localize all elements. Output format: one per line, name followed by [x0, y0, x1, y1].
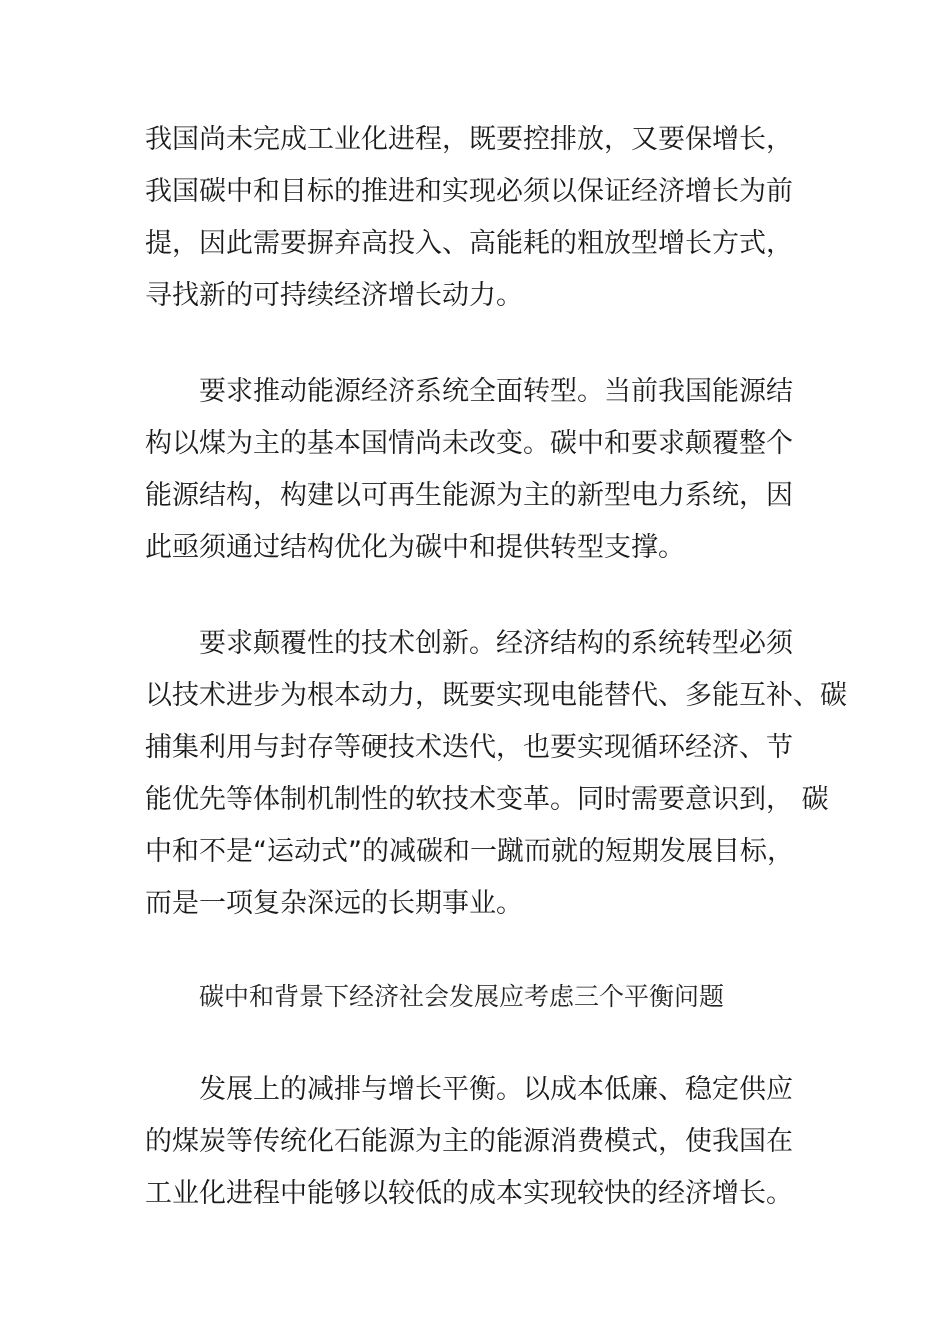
paragraph-3-line-1: 要求颠覆性的技术创新。经济结构的系统转型必须 [199, 628, 793, 659]
paragraph-2-line-2: 构以煤为主的基本国情尚未改变。碳中和要求颠覆整个 [145, 428, 793, 459]
paragraph-3-line-4: 能优先等体制机制性的软技术变革。同时需要意识到， 碳 [145, 784, 829, 815]
paragraph-1-line-4: 寻找新的可持续经济增长动力。 [145, 280, 523, 311]
paragraph-1-line-3: 提，因此需要摒弃高投入、高能耗的粗放型增长方式， [145, 228, 793, 259]
paragraph-2-line-3: 能源结构，构建以可再生能源为主的新型电力系统，因 [145, 480, 793, 511]
paragraph-4-line-1: 发展上的减排与增长平衡。以成本低廉、稳定供应 [199, 1074, 793, 1105]
paragraph-3-line-6: 而是一项复杂深远的长期事业。 [145, 888, 523, 919]
section-heading: 碳中和背景下经济社会发展应考虑三个平衡问题 [199, 982, 725, 1011]
paragraph-1-line-1: 我国尚未完成工业化进程，既要控排放，又要保增长， [145, 124, 793, 155]
paragraph-3-line-2: 以技术进步为根本动力，既要实现电能替代、多能互补、碳 [145, 680, 847, 711]
paragraph-3-line-5: 中和不是“运动式”的减碳和一蹴而就的短期发展目标， [145, 836, 794, 867]
paragraph-3-line-3: 捕集利用与封存等硬技术迭代，也要实现循环经济、节 [145, 732, 793, 763]
paragraph-2-line-4: 此亟须通过结构优化为碳中和提供转型支撑。 [145, 532, 685, 563]
paragraph-4-line-2: 的煤炭等传统化石能源为主的能源消费模式，使我国在 [145, 1126, 793, 1157]
paragraph-4-line-3: 工业化进程中能够以较低的成本实现较快的经济增长。 [145, 1178, 793, 1209]
paragraph-1-line-2: 我国碳中和目标的推进和实现必须以保证经济增长为前 [145, 176, 793, 207]
paragraph-2-line-1: 要求推动能源经济系统全面转型。当前我国能源结 [199, 376, 793, 407]
